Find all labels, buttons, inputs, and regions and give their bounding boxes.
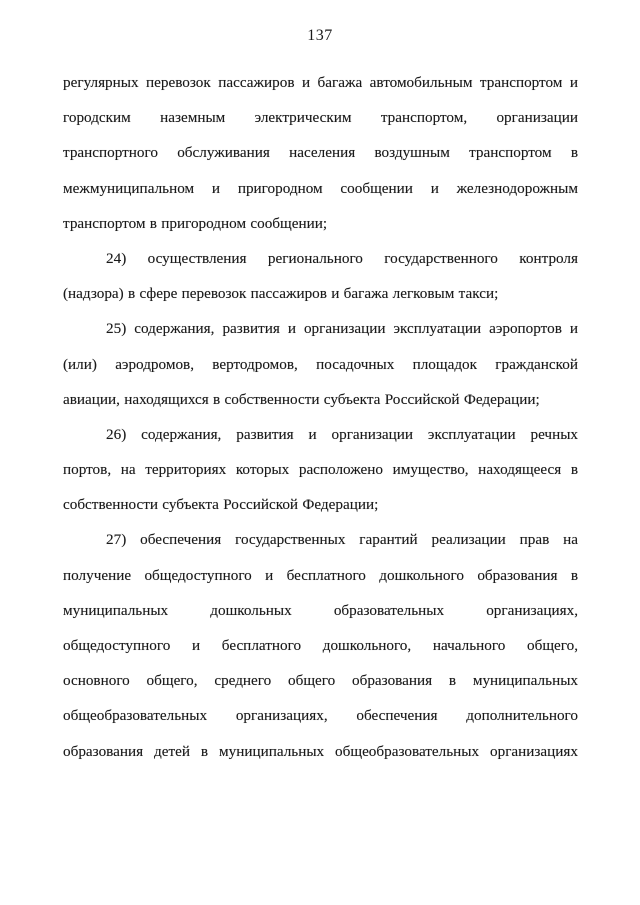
text-line: 27) обеспечения государственных гарантий реализации прав на xyxy=(106,531,578,549)
page-number: 137 xyxy=(307,27,333,44)
paragraph xyxy=(63,417,578,523)
text-line: муниципальных дошкольных образовательных организациях, xyxy=(63,601,578,619)
text-line: общедоступного и бесплатного дошкольного, начального общего, xyxy=(63,637,578,654)
text-line: образования детей в муниципальных общеобразовательных организациях xyxy=(63,742,578,760)
text-line: (или) аэродромов, вертодромов, посадочных площадок гражданской xyxy=(63,355,578,373)
text-line: портов, на территориях которых расположено имущество, находящееся в xyxy=(63,461,578,479)
text-line: транспортного обслуживания населения воздушным транспортом в xyxy=(63,144,578,162)
text-line: 26) содержания, развития и организации эксплуатации речных xyxy=(106,425,578,443)
text-line: авиации, находящихся в собственности субъекта Российской Федерации; xyxy=(63,390,540,408)
text-line: основного общего, среднего общего образования в муниципальных xyxy=(63,672,578,690)
text-line: городским наземным электрическим транспортом, организации xyxy=(63,109,578,127)
text-line: регулярных перевозок пассажиров и багажа автомобильным транспортом и xyxy=(63,74,578,91)
text-line: общеобразовательных организациях, обеспечения дополнительного xyxy=(63,707,578,725)
text-line: собственности субъекта Российской Федерации; xyxy=(63,496,379,514)
text-line: транспортом в пригородном сообщении; xyxy=(63,214,328,232)
text-line: 24) осуществления регионального государственного контроля xyxy=(106,249,578,267)
text-line: (надзора) в сфере перевозок пассажиров и багажа легковым такси; xyxy=(63,285,499,303)
text-line: межмуниципальном и пригородном сообщении и железнодорожным xyxy=(63,179,578,197)
paragraph xyxy=(63,311,578,417)
paragraph xyxy=(63,522,578,768)
text-line: 25) содержания, развития и организации эксплуатации аэропортов и xyxy=(106,320,578,338)
document-body xyxy=(63,65,578,769)
paragraph xyxy=(63,65,578,241)
text-line: получение общедоступного и бесплатного дошкольного образования в xyxy=(63,566,578,584)
paragraph xyxy=(63,241,578,311)
